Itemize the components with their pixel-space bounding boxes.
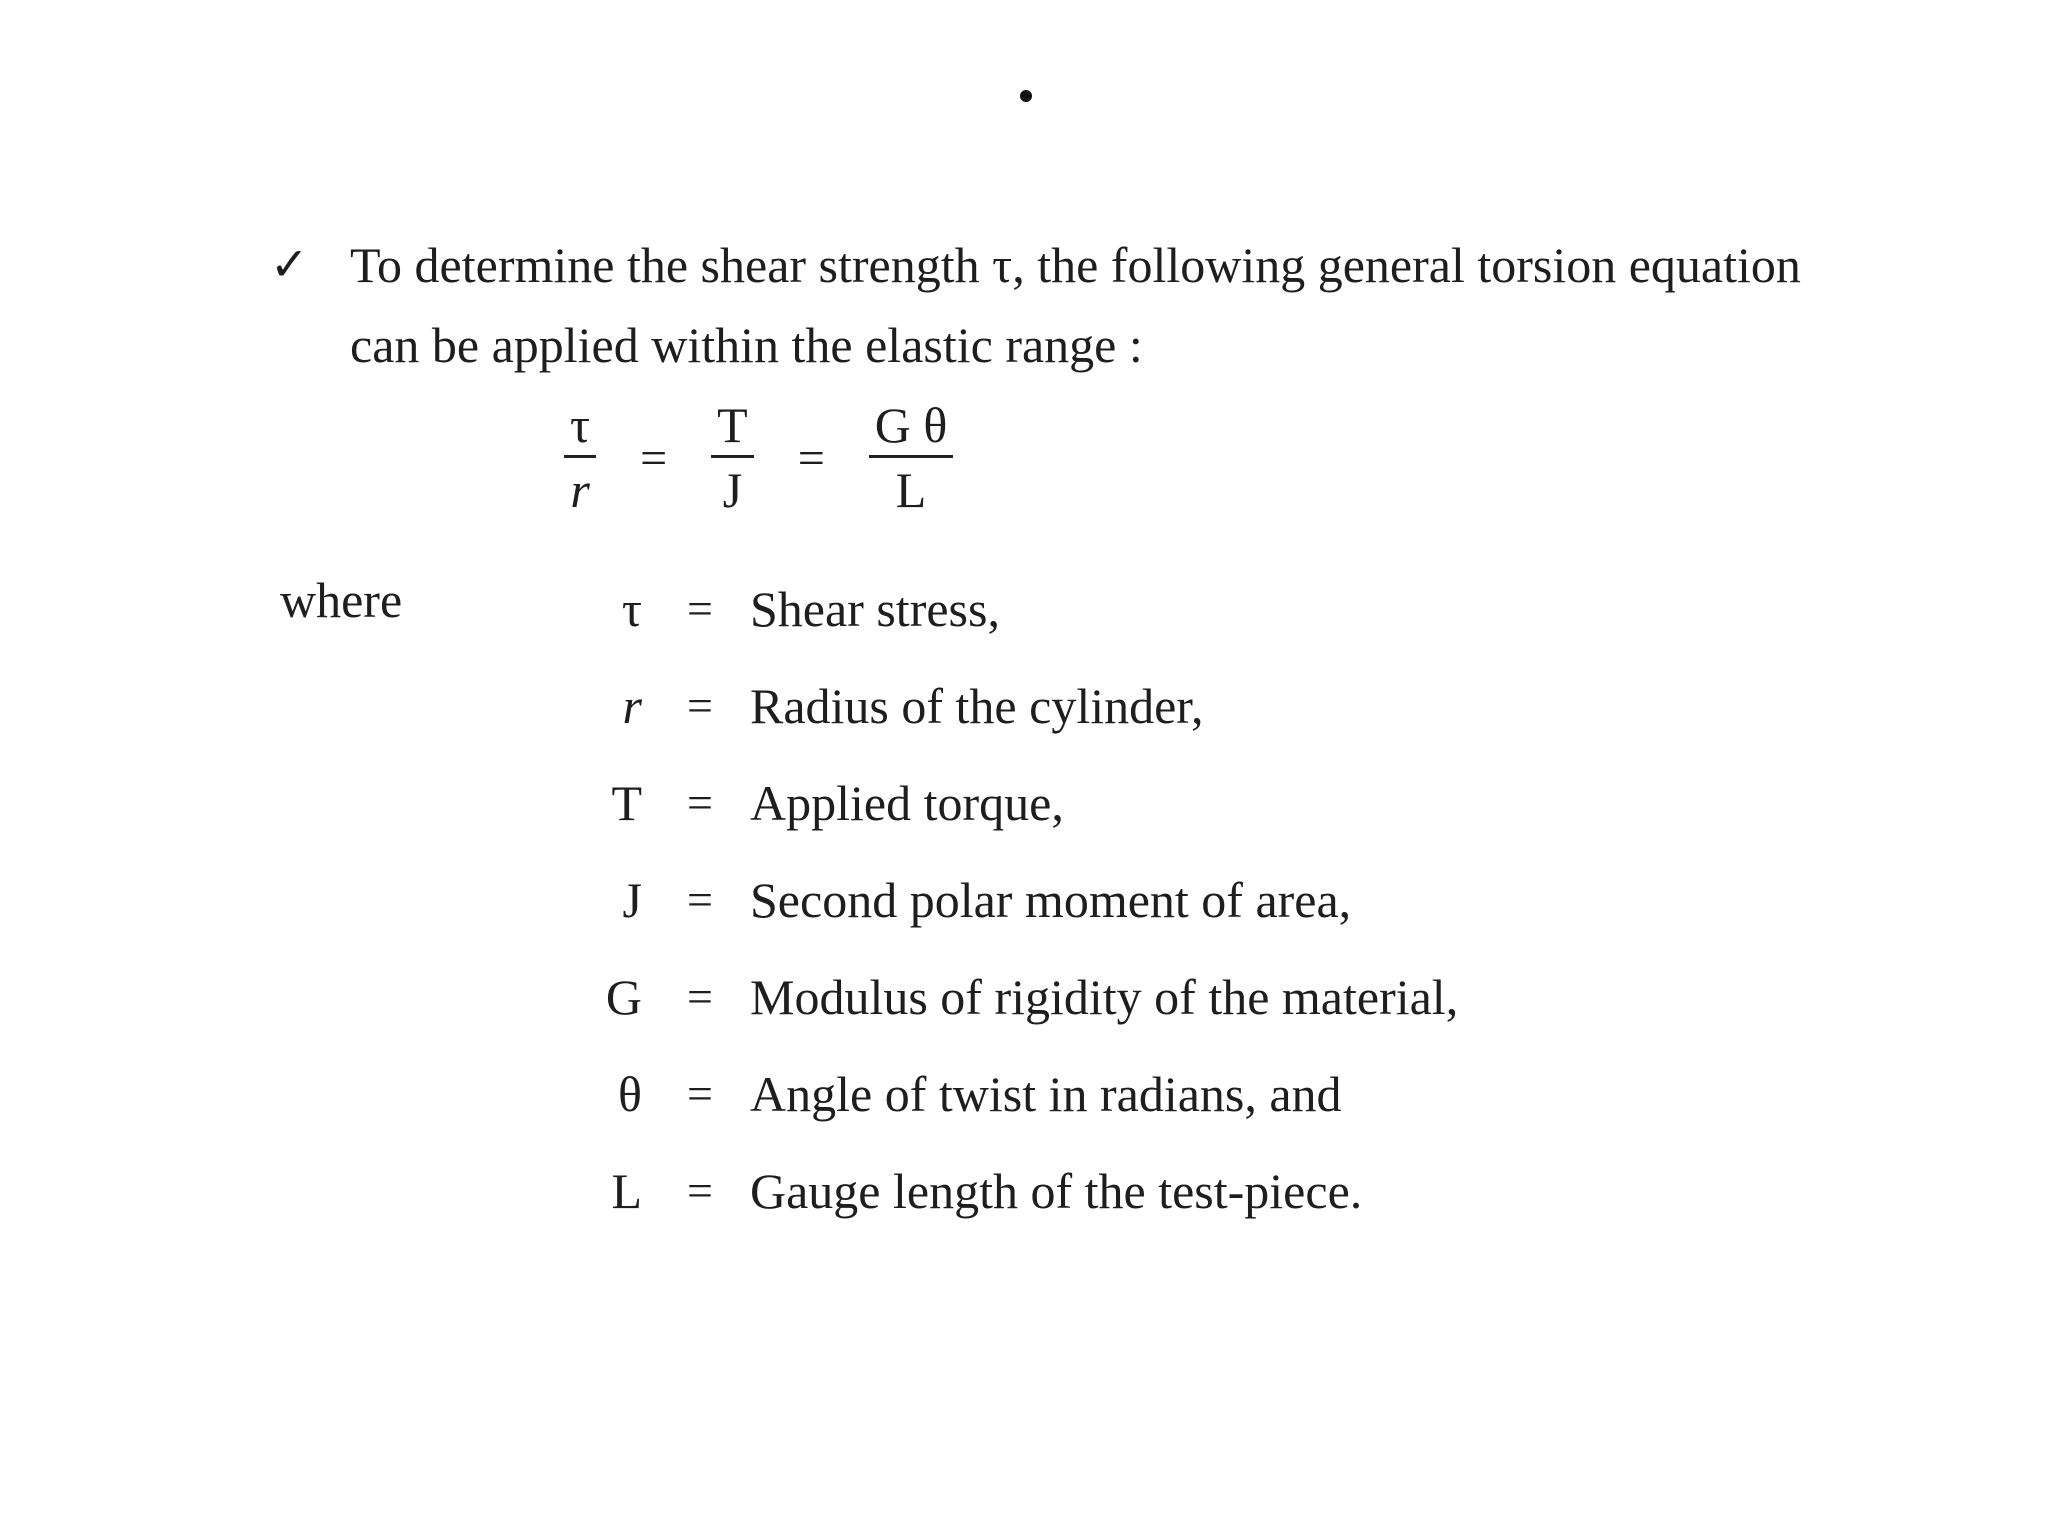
definition-symbol: r — [622, 677, 642, 734]
definition-symbol: τ — [621, 580, 642, 637]
fraction-denominator: r — [570, 462, 590, 518]
definition-text: Shear stress, — [750, 580, 1000, 637]
definition-row — [560, 560, 1458, 657]
fraction-denominator: J — [722, 462, 743, 518]
definition-symbol: J — [622, 871, 642, 928]
where-label: where — [280, 572, 403, 628]
checkmark-icon: ✓ — [270, 239, 309, 290]
equals-sign: = — [797, 432, 825, 485]
definition-symbol: θ — [618, 1065, 642, 1122]
fraction-numerator: τ — [564, 395, 596, 458]
definition-symbol: T — [611, 774, 642, 831]
definition-row — [560, 948, 1458, 1045]
definition-row — [560, 1142, 1458, 1239]
fraction-tau-over-r — [560, 395, 600, 522]
definition-text: Radius of the cylinder, — [750, 677, 1204, 734]
definition-equals: = — [687, 1165, 713, 1216]
definition-equals: = — [687, 777, 713, 828]
fraction-numerator: G θ — [869, 395, 954, 458]
definition-equals: = — [687, 874, 713, 925]
torsion-equation — [560, 395, 957, 522]
definitions-list — [560, 560, 1458, 1239]
definition-text: Gauge length of the test-piece. — [750, 1162, 1363, 1219]
definition-row — [560, 657, 1458, 754]
definition-equals: = — [687, 583, 713, 634]
definition-equals: = — [687, 971, 713, 1022]
definition-symbol: G — [605, 968, 642, 1025]
definition-text: Modulus of rigidity of the material, — [750, 968, 1459, 1025]
definition-row — [560, 851, 1458, 948]
definition-row — [560, 754, 1458, 851]
definition-symbol: L — [611, 1162, 642, 1219]
fraction-g-theta-over-l — [865, 395, 958, 522]
definition-text: Applied torque, — [750, 774, 1064, 831]
definition-text: Second polar moment of area, — [750, 871, 1352, 928]
fraction-denominator: L — [895, 462, 927, 518]
definition-row — [560, 1045, 1458, 1142]
definition-text: Angle of twist in radians, and — [750, 1065, 1342, 1122]
fraction-torque-over-j — [707, 395, 758, 522]
intro-paragraph — [270, 225, 1830, 385]
bullet-dot — [1020, 90, 1032, 102]
fraction-numerator: T — [711, 395, 754, 458]
intro-text: To determine the shear strength τ, the following general torsion equation can be applied within the elastic range : — [350, 237, 1801, 373]
definition-equals: = — [687, 680, 713, 731]
definition-equals: = — [687, 1068, 713, 1119]
equals-sign: = — [640, 432, 668, 485]
